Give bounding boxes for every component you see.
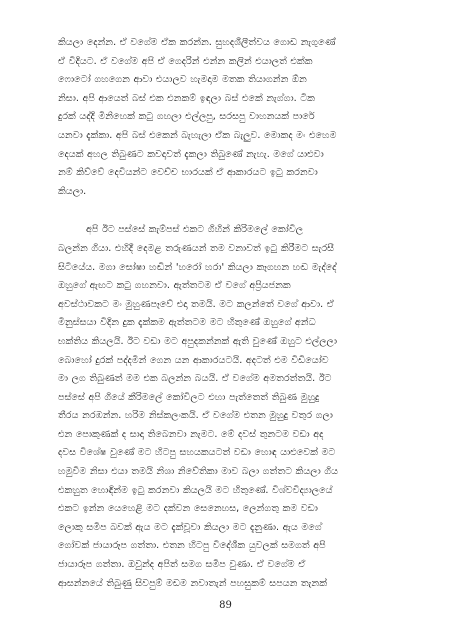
- text-line: එන පොකුණක් ද සාදා තිබෙනවා නැමට. මේ දවස් තුනටම වඩා අද: [58, 428, 324, 440]
- text-line: ජායාරූප ගත්තා. ඔවුන්ද අපිත් සමග සමීප වුණා. ඒ වගේම ඒ: [58, 559, 306, 571]
- text-line: දවස විශේෂ වුණේ මට හිටපු සහයකයටත් වඩා හොඳ යාළුවෙක් මට: [58, 447, 336, 459]
- text-line: ලොකු සමීප බවක් ඇය මට දැක්වූවා කියලා මට දැනුණා. ඇය මගේ: [58, 521, 322, 533]
- text-line: දුරක් යද්දි මිනිහෙක් කටු ගහලා එල්ලපු, සරසපු වාහනයක් පාරේ: [58, 111, 315, 123]
- text-line: සිටියේය. මගා සෝෂා හඬින් 'හරෝ හරා' කියලා කෑගහන හඬ මැද්දේ: [58, 261, 337, 273]
- text-line: ගෝවක් ජායාරූප ගත්තා. එතන හිටපු විදේශීක යුවලක් සමගත් අපි: [58, 540, 326, 552]
- text-line: අපි ඊට පස්සේ කැම්පස් එකට ගිහින් කිරිමලේ කෝවිල: [86, 224, 304, 236]
- text-line: හමුවීම නිසා එයා තමයි නිශා නිවේතිකා මාව බලා ගත්තට කියලා ගිය: [58, 466, 339, 478]
- text-line: දෙයක් අහල තිබුණට කවදාවත් දැකලා තිබුණේ නැහැ. මගේ යාළුවා: [58, 148, 324, 160]
- text-line: බොහෝ දුරක් පද්දමින් ගෙන යන ආකාරයටයි. අදටත් එම විඩියෝව: [58, 354, 329, 366]
- text-line: පස්සේ අපි ගියේ කීරිමලේ කෝවිලට එහා පැත්තෙත් තිබුණ මුහුදු: [58, 391, 320, 403]
- text-line: මිනුස්සයා විදින දුක දැක්කම ඇත්තටම මට හිතුණේ ඔහුගේ අන්ධ: [58, 317, 316, 329]
- text-line: ඔහුගේ ඇඟට කටු ගහනවා. ඇත්තටම ඒ වගේ අප්‍රියජනක: [58, 280, 291, 292]
- text-line: කියලා.: [58, 185, 87, 197]
- paragraph-spacer: [58, 201, 407, 221]
- text-line: යනවා දැක්කා. අපි බස් එකෙන් බැහැලා ඒක බැලුව. මොකද මං එහෙම: [58, 129, 337, 141]
- text-line: අවස්ථාවකට මං මුහුණපෑවේ එදා තමයි. මට කලන්තේ වගේ ආවා. ඒ: [58, 298, 334, 310]
- text-line: කියලා දෙන්න. ඒ වගේම ඒක කරන්න. සුහදශීලීත්වය ගොඩ නැගුණේ: [58, 37, 336, 48]
- text-line: නම් කිව්වේ දෙවියන්ට වෙච්ච භාරයක් ඒ ආකාරයට ඉටු කරනවා: [58, 167, 318, 179]
- text-line: එකට ඉන්න යෙහෙළි මට දක්වන සෙනෙහස, ලෙන්ගතු කම වඩා: [58, 503, 318, 515]
- paragraph-2: [58, 221, 407, 593]
- text-line: ෆොටෝ ගහගෙන ආවා එයාලව හැමදාම මතක තියාගන්න ඕන: [58, 74, 307, 86]
- paragraph-1: [58, 34, 407, 201]
- text-line: ඒ විදියට. ඒ වගේම අපි ඒ ගෙදරින් එන්න කලින් එයාලත් එක්ක: [58, 55, 313, 67]
- text-line: නිසා. අපි ආයෙත් බස් එක එනකම් ඉඳලා බස් එකේ නැග්ගා. ටික: [58, 92, 315, 104]
- text-line: එකහුත හොඳින්ම ඉටු කරනවා කියලයි මට හිතුණේ. විශ්වවිද්‍යාලයේ: [58, 484, 333, 496]
- text-line: භක්තිය කියලයි. ඊට වඩා මට අපුදකන්නක් ඇති වුණේ ඔහුට එල්ලලා: [58, 335, 338, 347]
- page-number: 89: [219, 600, 232, 611]
- text-line: තීරය නරඹන්න. හරිම නිස්කලංකයි. ඒ වගේම එතන මුහුදු වතුර ගලා: [58, 410, 333, 422]
- text-line: ආසන්නයේ තිබුණු සිවපුම් මඩම නවාතැන් පහසුකම් සපයන තැනක්: [58, 577, 327, 589]
- text-line: මා ලග තිබුණත් මම එක බලන්න බයයි. ඒ වගේම අමතරත්තයි. ඊට: [58, 373, 332, 385]
- text-line: බලන්න ගියා. එහිදී දෙමළ තරුණයන් තම වනාවත් ඉටු කිරීමට සැරසී: [58, 242, 335, 254]
